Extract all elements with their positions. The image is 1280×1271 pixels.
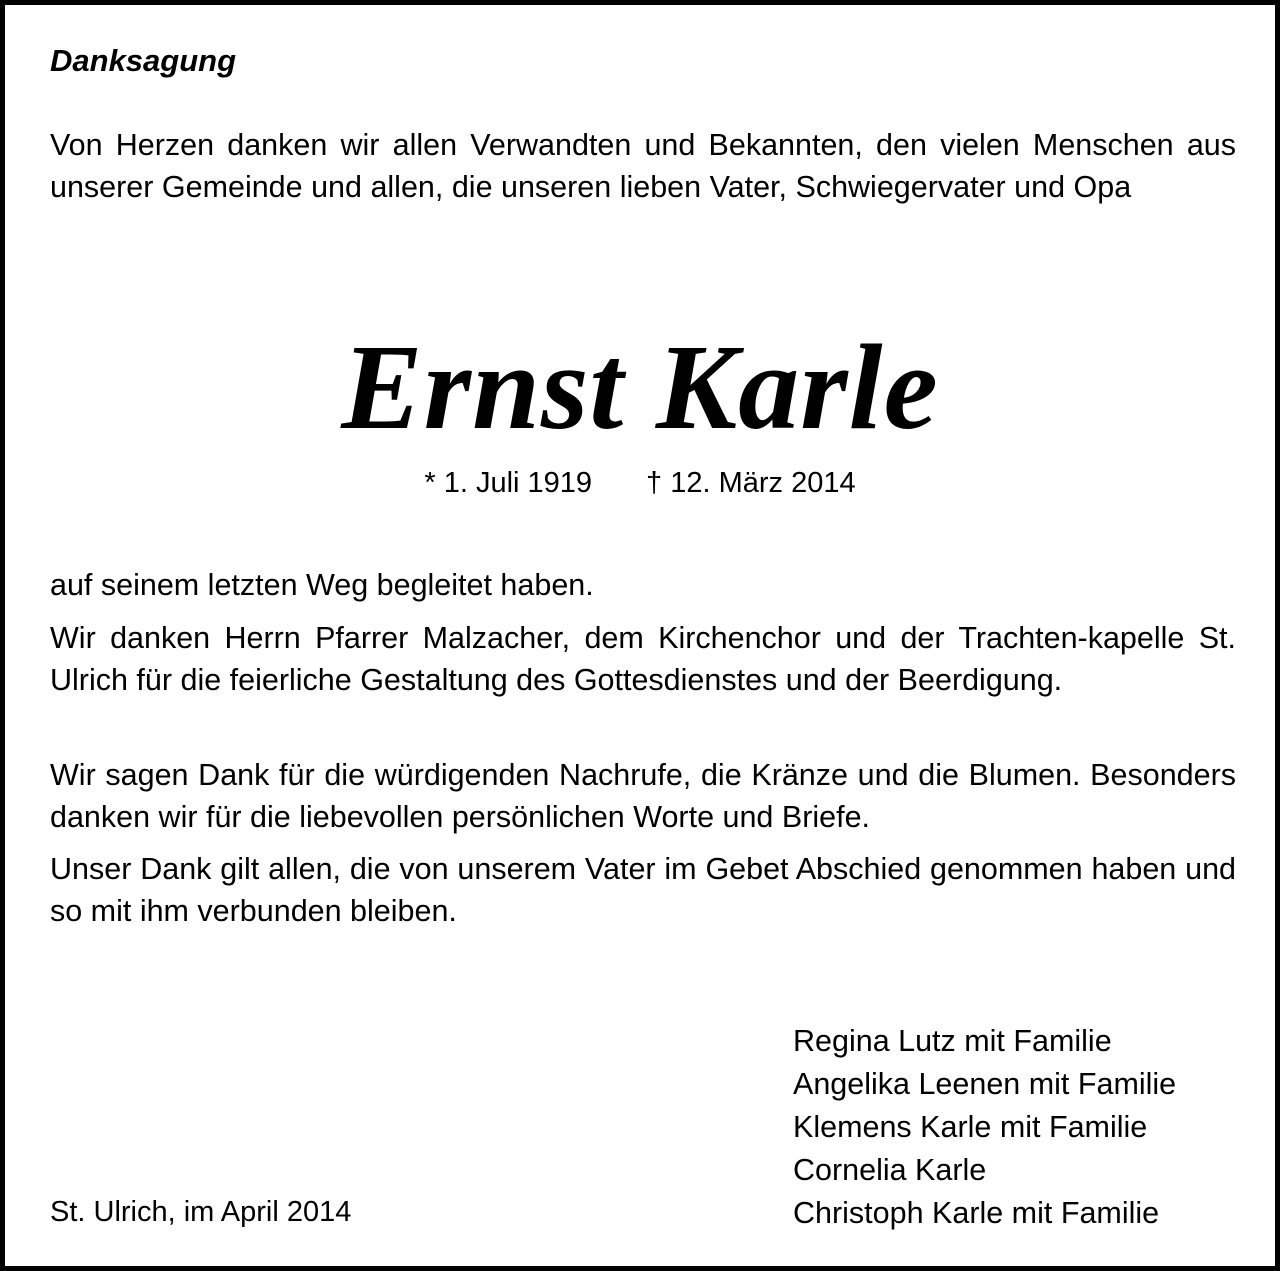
signer: Regina Lutz mit Familie [793, 1024, 1112, 1058]
place-and-date: St. Ulrich, im April 2014 [50, 1196, 352, 1228]
paragraph-journey: auf seinem letzten Weg begleitet haben. [50, 568, 594, 602]
intro-paragraph: Von Herzen danken wir allen Verwandten und Bekannten, den vielen Menschen aus unserer Gemeinde und allen, die unseren lieben Vater, Schwiegervater und Opa [50, 128, 1236, 204]
signer: Angelika Leenen mit Familie [793, 1067, 1177, 1101]
heading: Danksagung [50, 43, 237, 78]
signer: Cornelia Karle [793, 1153, 987, 1187]
death-date: † 12. März 2014 [646, 467, 856, 499]
signers-list [793, 1020, 1176, 1235]
paragraph-thanks-priest: Wir danken Herrn Pfarrer Malzacher, dem Kirchenchor und der Trachten-kapelle St. Ulrich für die feierliche Gestaltung des Gottesdienstes und der Beerdigung. [50, 621, 1236, 697]
life-dates [5, 465, 1275, 501]
birth-date: * 1. Juli 1919 [424, 467, 593, 499]
deceased-name: Ernst Karle [341, 320, 939, 455]
paragraph-thanks-prayer: Unser Dank gilt allen, die von unserem Vater im Gebet Abschied genommen haben und so mit ihm verbunden bleiben. [50, 852, 1236, 928]
signer: Klemens Karle mit Familie [793, 1110, 1148, 1144]
paragraph-thanks-wreaths: Wir sagen Dank für die würdigenden Nachrufe, die Kränze und die Blumen. Besonders danken wir für die liebevollen persönlichen Worte und Briefe. [50, 758, 1236, 834]
signer: Christoph Karle mit Familie [793, 1196, 1160, 1230]
